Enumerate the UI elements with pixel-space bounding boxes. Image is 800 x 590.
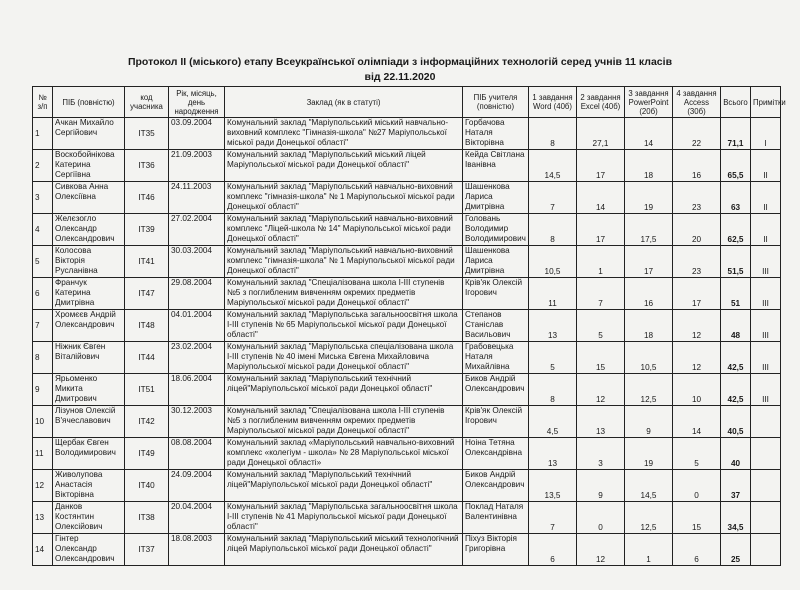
total-score: 40,5 xyxy=(721,406,751,438)
table-row xyxy=(33,374,781,406)
task4-score: 20 xyxy=(673,214,721,246)
task2-score: 12 xyxy=(577,374,625,406)
place-note: II xyxy=(751,150,781,182)
document-title xyxy=(0,55,800,85)
task3-score: 19 xyxy=(625,182,673,214)
task3-score: 17,5 xyxy=(625,214,673,246)
school-name: Комунальний заклад "Маріупольський міський ліцей Маріупольської міської ради Донецької області" xyxy=(225,150,463,182)
teacher-name: Піхуз Вікторія Григорівна xyxy=(463,534,529,566)
task4-score: 5 xyxy=(673,438,721,470)
results-table xyxy=(32,86,786,566)
table-row xyxy=(33,214,781,246)
participant-code: ІТ40 xyxy=(125,470,169,502)
teacher-name: Степанов Станіслав Васильович xyxy=(463,310,529,342)
header-task4: 4 завдання Access (30б) xyxy=(673,87,721,118)
task1-score: 8 xyxy=(529,214,577,246)
row-number: 4 xyxy=(33,214,53,246)
row-number: 7 xyxy=(33,310,53,342)
table-header-row xyxy=(33,87,781,118)
table-row xyxy=(33,118,781,150)
table-row xyxy=(33,534,781,566)
place-note: III xyxy=(751,278,781,310)
place-note xyxy=(751,438,781,470)
task1-score: 10,5 xyxy=(529,246,577,278)
row-number: 6 xyxy=(33,278,53,310)
task2-score: 17 xyxy=(577,150,625,182)
header-teacher: ПІБ учителя (повністю) xyxy=(463,87,529,118)
task1-score: 5 xyxy=(529,342,577,374)
place-note xyxy=(751,470,781,502)
task2-score: 17 xyxy=(577,214,625,246)
school-name: Комунальний заклад "Маріупольський технічний ліцей"Маріупольської міської ради Донецької області" xyxy=(225,374,463,406)
task3-score: 18 xyxy=(625,310,673,342)
school-name: Комунальний заклад "Спеціалізована школа І-ІІІ ступенів №5 з поглибленим вивченням окремих предметів Маріупольської міської ради Донецької області" xyxy=(225,278,463,310)
header-code: код учасника xyxy=(125,87,169,118)
task2-score: 15 xyxy=(577,342,625,374)
student-name: Франчук Катерина Дмитрівна xyxy=(53,278,125,310)
task1-score: 7 xyxy=(529,502,577,534)
table-row xyxy=(33,278,781,310)
place-note: III xyxy=(751,310,781,342)
birth-date: 21.09.2003 xyxy=(169,150,225,182)
school-name: Комунальний заклад "Маріупольська загальноосвітня школа І-ІІІ ступенів № 41 Маріупольської міської ради Донецької області" xyxy=(225,502,463,534)
teacher-name: Биков Андрій Олександрович xyxy=(463,374,529,406)
table-row xyxy=(33,246,781,278)
participant-code: ІТ49 xyxy=(125,438,169,470)
student-name: Хромєєв Андрій Олександрович xyxy=(53,310,125,342)
place-note: I xyxy=(751,118,781,150)
school-name: Комунальний заклад "Маріупольська загальноосвітня школа І-ІІІ ступенів № 65 Маріупольської міської ради Донецької області" xyxy=(225,310,463,342)
task3-score: 16 xyxy=(625,278,673,310)
total-score: 34,5 xyxy=(721,502,751,534)
total-score: 40 xyxy=(721,438,751,470)
task2-score: 7 xyxy=(577,278,625,310)
total-score: 42,5 xyxy=(721,342,751,374)
participant-code: ІТ41 xyxy=(125,246,169,278)
birth-date: 27.02.2004 xyxy=(169,214,225,246)
student-name: Сивкова Анна Олексіївна xyxy=(53,182,125,214)
total-score: 63 xyxy=(721,182,751,214)
task3-score: 17 xyxy=(625,246,673,278)
task2-score: 1 xyxy=(577,246,625,278)
table-row xyxy=(33,150,781,182)
student-name: Ачкан Михайло Сергійович xyxy=(53,118,125,150)
birth-date: 29.08.2004 xyxy=(169,278,225,310)
header-name: ПІБ (повністю) xyxy=(53,87,125,118)
birth-date: 18.06.2004 xyxy=(169,374,225,406)
task2-score: 5 xyxy=(577,310,625,342)
teacher-name: Кейда Світлана Іванівна xyxy=(463,150,529,182)
birth-date: 24.11.2003 xyxy=(169,182,225,214)
participant-code: ІТ48 xyxy=(125,310,169,342)
participant-code: ІТ51 xyxy=(125,374,169,406)
table-row xyxy=(33,502,781,534)
task3-score: 10,5 xyxy=(625,342,673,374)
header-total: Всього xyxy=(721,87,751,118)
header-date: Рік, місяць, день народження xyxy=(169,87,225,118)
row-number: 1 xyxy=(33,118,53,150)
title-line-2: від 22.11.2020 xyxy=(364,71,436,83)
birth-date: 18.08.2003 xyxy=(169,534,225,566)
school-name: Комунальний заклад «Маріупольський навчально-виховний комплекс «колегіум - школа» № 28 Маріупольської міської ради Донецької області» xyxy=(225,438,463,470)
task4-score: 14 xyxy=(673,406,721,438)
teacher-name: Ноіна Тетяна Олександрівна xyxy=(463,438,529,470)
student-name: Щербак Євген Володимирович xyxy=(53,438,125,470)
task3-score: 18 xyxy=(625,150,673,182)
task4-score: 12 xyxy=(673,342,721,374)
task2-score: 12 xyxy=(577,534,625,566)
total-score: 62,5 xyxy=(721,214,751,246)
total-score: 37 xyxy=(721,470,751,502)
task2-score: 14 xyxy=(577,182,625,214)
student-name: Данков Костянтин Олексійович xyxy=(53,502,125,534)
task2-score: 9 xyxy=(577,470,625,502)
task4-score: 10 xyxy=(673,374,721,406)
row-number: 5 xyxy=(33,246,53,278)
header-num: № з/п xyxy=(33,87,53,118)
task4-score: 23 xyxy=(673,182,721,214)
table-row xyxy=(33,310,781,342)
participant-code: ІТ42 xyxy=(125,406,169,438)
row-number: 12 xyxy=(33,470,53,502)
header-task3: 3 завдання PowerPoint (20б) xyxy=(625,87,673,118)
total-score: 51,5 xyxy=(721,246,751,278)
total-score: 25 xyxy=(721,534,751,566)
total-score: 71,1 xyxy=(721,118,751,150)
birth-date: 08.08.2004 xyxy=(169,438,225,470)
task2-score: 27,1 xyxy=(577,118,625,150)
task4-score: 22 xyxy=(673,118,721,150)
teacher-name: Горбачова Наталя Вікторівна xyxy=(463,118,529,150)
total-score: 42,5 xyxy=(721,374,751,406)
school-name: Комунальний заклад "Маріупольська спеціалізована школа І-ІІІ ступенів № 40 імені Миська Євгена Михайловича Маріупольської міської ради Донецької області" xyxy=(225,342,463,374)
place-note: III xyxy=(751,374,781,406)
table-row xyxy=(33,470,781,502)
student-name: Гінтер Олександр Олександрович xyxy=(53,534,125,566)
task1-score: 7 xyxy=(529,182,577,214)
task1-score: 14,5 xyxy=(529,150,577,182)
birth-date: 23.02.2004 xyxy=(169,342,225,374)
teacher-name: Крів'як Олексій Ігорович xyxy=(463,406,529,438)
place-note: III xyxy=(751,342,781,374)
row-number: 11 xyxy=(33,438,53,470)
participant-code: ІТ37 xyxy=(125,534,169,566)
task4-score: 17 xyxy=(673,278,721,310)
task2-score: 3 xyxy=(577,438,625,470)
task1-score: 4,5 xyxy=(529,406,577,438)
birth-date: 04.01.2004 xyxy=(169,310,225,342)
task4-score: 15 xyxy=(673,502,721,534)
header-school: Заклад (як в статуті) xyxy=(225,87,463,118)
place-note xyxy=(751,406,781,438)
participant-code: ІТ36 xyxy=(125,150,169,182)
task3-score: 14 xyxy=(625,118,673,150)
participant-code: ІТ46 xyxy=(125,182,169,214)
school-name: Комунальний заклад "Маріупольський навчально-виховний комплекс "гімназія-школа" № 1 Маріупольської міської ради Донецької області" xyxy=(225,182,463,214)
student-name: Воскобойнікова Катерина Сергіївна xyxy=(53,150,125,182)
task3-score: 9 xyxy=(625,406,673,438)
birth-date: 24.09.2004 xyxy=(169,470,225,502)
teacher-name: Поклад Наталя Валентинівна xyxy=(463,502,529,534)
place-note: II xyxy=(751,214,781,246)
task1-score: 13,5 xyxy=(529,470,577,502)
teacher-name: Крів'як Олексій Ігорович xyxy=(463,278,529,310)
birth-date: 30.12.2003 xyxy=(169,406,225,438)
task4-score: 0 xyxy=(673,470,721,502)
header-task2: 2 завдання Excel (40б) xyxy=(577,87,625,118)
task1-score: 13 xyxy=(529,310,577,342)
student-name: Колосова Вікторія Русланівна xyxy=(53,246,125,278)
header-notes: Примітки xyxy=(751,87,781,118)
header-task1: 1 завдання Word (40б) xyxy=(529,87,577,118)
task3-score: 12,5 xyxy=(625,374,673,406)
teacher-name: Шашенкова Лариса Дмитрівна xyxy=(463,182,529,214)
task1-score: 13 xyxy=(529,438,577,470)
school-name: Комунальний заклад "Маріупольський міський технологічний ліцей Маріупольської міської ради Донецької області" xyxy=(225,534,463,566)
row-number: 14 xyxy=(33,534,53,566)
total-score: 48 xyxy=(721,310,751,342)
participant-code: ІТ44 xyxy=(125,342,169,374)
birth-date: 03.09.2004 xyxy=(169,118,225,150)
birth-date: 20.04.2004 xyxy=(169,502,225,534)
participant-code: ІТ38 xyxy=(125,502,169,534)
total-score: 65,5 xyxy=(721,150,751,182)
task4-score: 23 xyxy=(673,246,721,278)
total-score: 51 xyxy=(721,278,751,310)
school-name: Комунальний заклад "Маріупольський навчально-виховний комплекс "гімназія-школа" № 1 Маріупольської міської ради Донецької області" xyxy=(225,246,463,278)
teacher-name: Головань Володимир Володимирович xyxy=(463,214,529,246)
task4-score: 6 xyxy=(673,534,721,566)
task1-score: 8 xyxy=(529,374,577,406)
row-number: 2 xyxy=(33,150,53,182)
row-number: 3 xyxy=(33,182,53,214)
task2-score: 0 xyxy=(577,502,625,534)
school-name: Комунальний заклад "Маріупольський навчально-виховний комплекс "Ліцей-школа № 14" Маріупольської міської ради Донецької області" xyxy=(225,214,463,246)
place-note: III xyxy=(751,246,781,278)
row-number: 8 xyxy=(33,342,53,374)
task1-score: 6 xyxy=(529,534,577,566)
task3-score: 12,5 xyxy=(625,502,673,534)
participant-code: ІТ35 xyxy=(125,118,169,150)
school-name: Комунальний заклад "Маріупольський міський навчально-виховний комплекс "Гімназія-школа" №27 Маріупольської міської ради Донецької області" xyxy=(225,118,463,150)
task1-score: 8 xyxy=(529,118,577,150)
school-name: Комунальний заклад "Маріупольський технічний ліцей"Маріупольської міської ради Донецької області" xyxy=(225,470,463,502)
student-name: Живолупова Анастасія Вікторівна xyxy=(53,470,125,502)
teacher-name: Грабовецька Наталя Михайлівна xyxy=(463,342,529,374)
table-row xyxy=(33,438,781,470)
student-name: Ярьоменко Микита Дмитрович xyxy=(53,374,125,406)
row-number: 13 xyxy=(33,502,53,534)
task3-score: 1 xyxy=(625,534,673,566)
place-note xyxy=(751,534,781,566)
task2-score: 13 xyxy=(577,406,625,438)
participant-code: ІТ47 xyxy=(125,278,169,310)
task4-score: 12 xyxy=(673,310,721,342)
table-row xyxy=(33,406,781,438)
title-line-1: Протокол ІІ (міського) етапу Всеукраїнської олімпіади з інформаційних технологій серед учнів 11 класів xyxy=(127,56,673,68)
place-note: II xyxy=(751,182,781,214)
row-number: 10 xyxy=(33,406,53,438)
task4-score: 16 xyxy=(673,150,721,182)
student-name: Ніжник Євген Віталійович xyxy=(53,342,125,374)
teacher-name: Шашенкова Лариса Дмитрівна xyxy=(463,246,529,278)
birth-date: 30.03.2004 xyxy=(169,246,225,278)
participant-code: ІТ39 xyxy=(125,214,169,246)
task3-score: 19 xyxy=(625,438,673,470)
task3-score: 14,5 xyxy=(625,470,673,502)
task1-score: 11 xyxy=(529,278,577,310)
place-note xyxy=(751,502,781,534)
student-name: Лізунов Олексій В'ячеславович xyxy=(53,406,125,438)
table-row xyxy=(33,182,781,214)
student-name: Желєзогло Олександр Олександрович xyxy=(53,214,125,246)
table-row xyxy=(33,342,781,374)
row-number: 9 xyxy=(33,374,53,406)
school-name: Комунальний заклад "Спеціалізована школа І-ІІІ ступенів №5 з поглибленим вивченням окремих предметів Маріупольської міської ради Донецької області" xyxy=(225,406,463,438)
teacher-name: Биков Андрій Олександрович xyxy=(463,470,529,502)
